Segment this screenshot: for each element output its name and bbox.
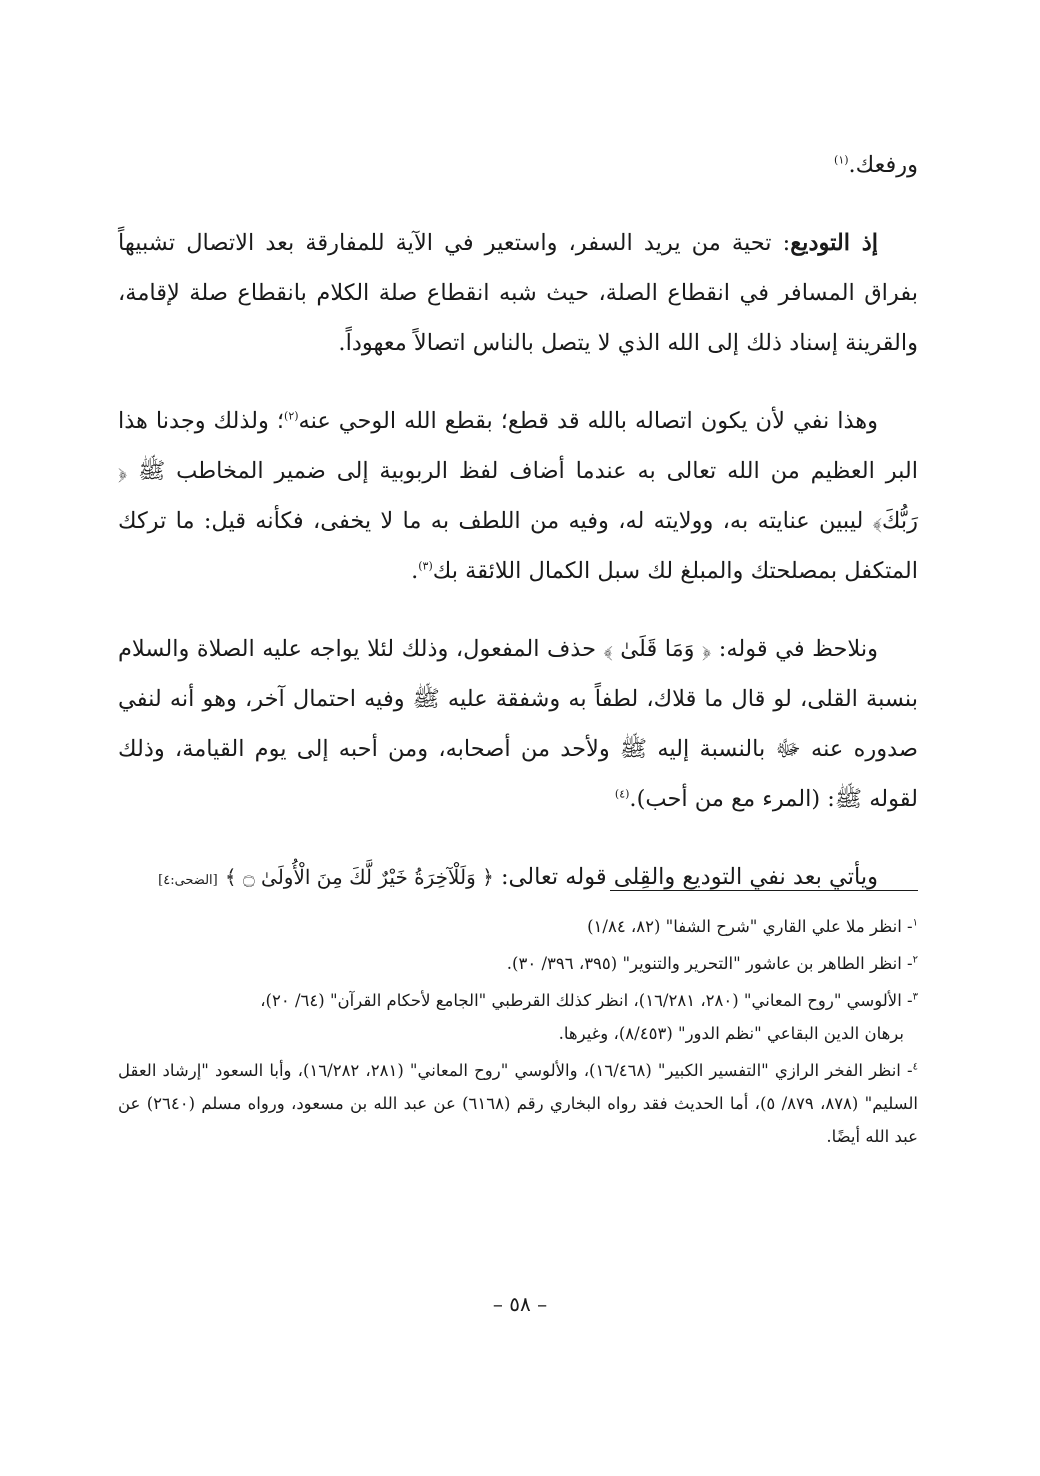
footnote-4 <box>118 1054 918 1153</box>
paragraph-akhira <box>118 852 918 906</box>
paragraph-negation-text-c: . <box>411 558 419 584</box>
footnote-text: - انظر ملا علي القاري "شرح الشفا" (٨٢، ١/٨٤) <box>587 917 913 936</box>
page-body <box>118 140 918 1146</box>
footnote-ref-3: (٣) <box>418 559 433 573</box>
footnote-3 <box>118 984 918 1050</box>
footnote-continuation: برهان الدين البقاعي "نظم الدور" (٨/٤٥٣)، وغيرها. <box>558 1024 904 1043</box>
footnote-1 <box>118 910 918 943</box>
footnote-text: - الألوسي "روح المعاني" (٢٨٠، ١٦/٢٨١)، انظر كذلك القرطبي "الجامع لأحكام القرآن" (٦٤/ ٢٠)، <box>260 991 913 1010</box>
footnote-continuation: السعود "إرشاد العقل السليم" (٨٧٨، ٨٧٩/ ٥)، أما الحديث فقد رواه البخاري رقم (٦١٦٨) عن عبد الله بن مسعود، ورواه مسلم (٢٦٤٠) عن عبد الله أيضًا. <box>118 1061 918 1146</box>
footnote-ref-1: (١) <box>834 153 849 167</box>
continuation-text: ورفعك. <box>848 152 918 178</box>
surah-reference: [الضحى:٤] <box>158 873 218 888</box>
paragraph-negation <box>118 396 918 596</box>
paragraph-akhira-text: ويأتي بعد نفي التوديع والقِلى قوله تعالى: <box>493 864 878 890</box>
page-number: – ٥٨ – <box>492 1292 548 1316</box>
paragraph-tawdee-line2: بفراق المسافر في انقطاع الصلة، حيث شبه انقطاع صلة الكلام بانقطاع صلة لإقامة، <box>118 280 918 306</box>
paragraph-continuation <box>118 140 918 190</box>
paragraph-tawdee-line1: : تحية من يريد السفر، واستعير في الآية للمفارقة بعد الاتصال تشبيهاً <box>118 230 791 256</box>
footnote-ref-4: (٤) <box>614 787 630 801</box>
footnote-divider <box>610 890 918 891</box>
footnote-mark: ١ <box>912 917 918 929</box>
footnote-mark: ٤ <box>912 1061 918 1073</box>
paragraph-tawdee-line3: والقرينة إسناد ذلك إلى الله الذي لا يتصل بالناس اتصالاً معهوداً. <box>338 330 918 356</box>
paragraph-tawdee <box>118 218 918 368</box>
footnote-mark: ٢ <box>912 954 918 966</box>
paragraph-qala <box>118 624 918 824</box>
term-heading: إذ التوديع <box>790 230 878 256</box>
footnote-mark: ٣ <box>912 991 918 1003</box>
paragraph-negation-text-b: ؛ ولذلك وجدنا هذا البر العظيم من الله تعالى به عندما أضاف لفظ الربوبية إلى ضمير المخاطب ﷺ ﴿ رَبُّكَ﴾ ليبين عنايته به، وولايته له، وفيه من اللطف به ما لا يخفى، فكأنه قيل: ما تركك المتكفل بمصلحتك والمبلغ لك سبل الكمال اللائقة بك <box>118 408 918 584</box>
footnote-ref-2: (٢) <box>284 409 299 423</box>
footnote-text: - انظر الطاهر بن عاشور "التحرير والتنوير" (٣٩٥، ٣٩٦/ ٣٠). <box>506 954 913 973</box>
quran-verse: ﴿ وَلَلْآخِرَةُ خَيْرٌ لَّكَ مِنَ الْأُولَىٰ ۝ ﴾ <box>224 865 494 889</box>
footnote-text: - انظر الفخر الرازي "التفسير الكبير" (١٦/٤٦٨)، والألوسي "روح المعاني" (٢٨١، ١٦/٢٨٢)، وأبا <box>269 1061 913 1080</box>
paragraph-negation-text-a: وهذا نفي لأن يكون اتصاله بالله قد قطع؛ بقطع الله الوحي عنه <box>298 408 879 434</box>
paragraph-qala-text: ونلاحظ في قوله: ﴿ وَمَا قَلَىٰ ﴾ حذف المفعول، وذلك لئلا يواجه عليه الصلاة والسلام بنسبة القلى، لو قال ما قلاك، لطفاً به وشفقة عليه ﷺ وفيه احتمال آخر، وهو أنه لنفي صدوره عنه ﷻ بالنسبة إليه ﷺ ولأحد من أصحابه، ومن أحبه إلى يوم القيامة، وذلك لقوله ﷺ: (المرء مع من أحب). <box>118 636 918 812</box>
footnote-2 <box>118 947 918 980</box>
footnotes-section <box>118 910 918 1157</box>
